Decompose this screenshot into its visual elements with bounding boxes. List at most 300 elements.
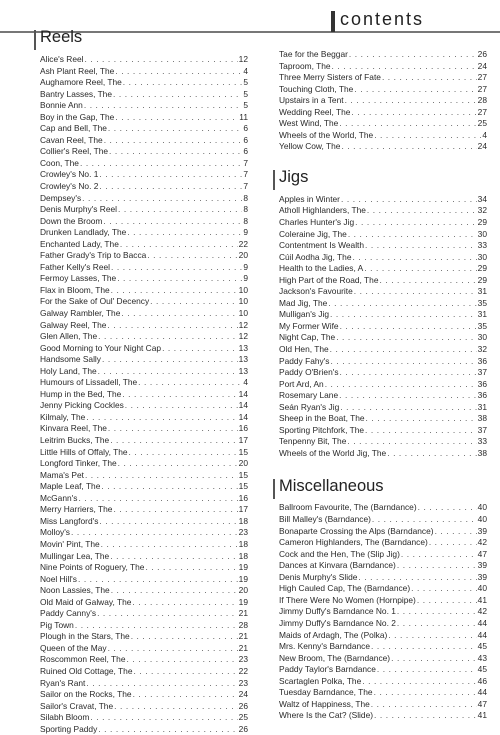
page-number: 27 — [477, 83, 487, 94]
dot-leader — [85, 54, 238, 66]
toc-entry — [279, 687, 487, 699]
toc-entry — [279, 572, 487, 584]
dot-leader — [332, 61, 477, 73]
toc-entry — [40, 574, 248, 586]
toc-entry — [279, 61, 487, 73]
page-number: 36 — [477, 355, 487, 366]
entry-title: Bill Malley's (Barndance) — [279, 514, 371, 525]
dot-leader — [351, 107, 476, 119]
entry-title: Glen Allen, The — [40, 331, 98, 342]
entry-title: Sporting Pitchfork, The — [279, 424, 365, 435]
entry-title: Scartaglen Polka, The — [279, 675, 362, 686]
dot-leader — [71, 527, 238, 539]
page-number: 36 — [477, 390, 487, 401]
section-heading-reels — [40, 27, 248, 54]
page-number: 31 — [477, 401, 487, 412]
toc-entry — [40, 527, 248, 539]
section-title: Miscellaneous — [279, 476, 384, 495]
page-number: 42 — [477, 606, 487, 617]
dot-leader — [339, 118, 476, 130]
entry-title: Touching Cloth, The — [279, 83, 354, 94]
dot-leader — [103, 216, 242, 228]
dot-leader — [330, 344, 477, 356]
dot-leader — [150, 296, 238, 308]
dot-leader — [111, 262, 242, 274]
entry-title: Collier's Reel, The — [40, 146, 109, 157]
toc-entry — [40, 366, 248, 378]
page-number: 29 — [477, 217, 487, 227]
dot-leader — [391, 653, 477, 665]
toc-entry — [40, 447, 248, 459]
entry-title: Denis Murphy's Reel — [40, 204, 118, 215]
section-marker — [273, 170, 275, 190]
page-number: 31 — [477, 286, 487, 297]
toc-entry — [40, 181, 248, 193]
toc-entry — [40, 608, 248, 620]
toc-entry — [279, 595, 487, 607]
page-number: 12 — [238, 319, 248, 330]
dot-leader — [121, 308, 237, 320]
entry-title: Humours of Lissadell, The — [40, 377, 138, 388]
entry-title: Sailor's Cravat, The — [40, 700, 114, 711]
entry-title: Rosemary Lane — [279, 390, 339, 401]
dot-leader — [358, 572, 476, 584]
page-number: 32 — [477, 205, 487, 216]
toc-list-miscellaneous — [279, 503, 487, 722]
toc-entry — [279, 263, 487, 275]
page-number: 30 — [477, 228, 487, 239]
dot-leader — [127, 654, 238, 666]
page-number: 27 — [477, 72, 487, 83]
page-number: 21 — [238, 642, 248, 653]
page-number: 40 — [477, 502, 487, 513]
entry-title: Molloy's — [40, 527, 70, 538]
toc-list-reels — [40, 54, 248, 735]
entry-title: Waltz of Happiness, The — [279, 698, 370, 709]
dot-leader — [387, 448, 476, 460]
entry-title: Sporting Paddy — [40, 723, 98, 734]
dot-leader — [401, 549, 477, 561]
toc-entry — [40, 320, 248, 332]
page-number: 23 — [238, 527, 248, 538]
page-number: 23 — [238, 677, 248, 688]
toc-entry — [40, 724, 248, 735]
toc-entry — [40, 239, 248, 251]
page-number: 40 — [477, 514, 487, 525]
toc-entry — [279, 606, 487, 618]
entry-title: Mullingar Lea, The — [40, 550, 110, 561]
dot-leader — [86, 678, 237, 690]
entry-title: Coleraine Jig, The — [279, 228, 347, 239]
dot-leader — [80, 158, 242, 170]
page-number: 39 — [477, 560, 487, 571]
toc-entry — [40, 193, 248, 205]
entry-title: Cameron Highlanders, The (Barndance) — [279, 537, 428, 548]
toc-entry — [279, 390, 487, 402]
entry-title: Contentment Is Wealth — [279, 240, 365, 251]
toc-entry — [279, 332, 487, 344]
dot-leader — [341, 194, 477, 206]
dot-leader — [101, 481, 237, 493]
entry-title: New Broom, The (Barndance) — [279, 652, 391, 663]
dot-leader — [99, 181, 242, 193]
dot-leader — [111, 285, 238, 297]
page-number: 31 — [477, 309, 487, 320]
toc-entry — [279, 275, 487, 287]
toc-entry — [279, 95, 487, 107]
dot-leader — [397, 618, 477, 630]
dot-leader — [85, 470, 238, 482]
toc-entry — [279, 344, 487, 356]
entry-title: Leitrim Bucks, The — [40, 435, 110, 446]
toc-entry — [40, 400, 248, 412]
entry-title: Hump in the Bed, The — [40, 388, 122, 399]
toc-entry — [40, 631, 248, 643]
dot-leader — [377, 664, 477, 676]
section-title: Jigs — [279, 167, 309, 186]
left-column — [40, 27, 248, 735]
toc-entry — [279, 560, 487, 572]
page-number: 13 — [238, 354, 248, 365]
page-number: 30 — [477, 251, 487, 262]
dot-leader — [340, 402, 476, 414]
toc-entry — [40, 331, 248, 343]
entry-title: Paddy Taylor's Barndance — [279, 664, 376, 675]
toc-entry — [279, 107, 487, 119]
dot-leader — [364, 263, 476, 275]
toc-entry — [40, 562, 248, 574]
dot-leader — [379, 275, 476, 287]
toc-entry — [40, 678, 248, 690]
toc-entry — [40, 493, 248, 505]
entry-title: Coon, The — [40, 157, 79, 168]
page-number: 10 — [238, 308, 248, 319]
toc-entry — [279, 503, 487, 515]
page-number: 17 — [238, 435, 248, 446]
entry-title: McGann's — [40, 492, 78, 503]
entry-title: Where Is the Cat? (Slide) — [279, 710, 374, 721]
entry-title: Mama's Pet — [40, 469, 84, 480]
toc-list-reels-continued — [279, 49, 487, 153]
entry-title: Miss Langford's — [40, 515, 99, 526]
page-number: 19 — [238, 573, 248, 584]
page-title: contents — [340, 9, 425, 29]
toc-entry — [40, 666, 248, 678]
entry-title: Pig Town — [40, 619, 74, 630]
page-number: 14 — [238, 411, 248, 422]
toc-entry — [40, 516, 248, 528]
entry-title: Movin' Pint, The — [40, 538, 100, 549]
dot-leader — [84, 100, 242, 112]
entry-title: Denis Murphy's Slide — [279, 571, 358, 582]
entry-title: Crowley's No. 2 — [40, 181, 99, 191]
entry-title: Apples in Winter — [279, 193, 340, 204]
toc-entry — [279, 676, 487, 688]
page-number: 45 — [477, 641, 487, 652]
dot-leader — [366, 413, 477, 425]
entry-title: Good Morning to Your Night Cap — [40, 342, 162, 353]
toc-entry — [40, 123, 248, 135]
toc-entry — [279, 379, 487, 391]
section-marker — [273, 479, 275, 499]
page-number: 40 — [477, 583, 487, 594]
page-number: 4 — [243, 377, 248, 388]
dot-leader — [354, 286, 477, 298]
page-number: 47 — [477, 548, 487, 559]
toc-entry — [279, 84, 487, 96]
dot-leader — [371, 641, 477, 653]
entry-title: Jimmy Duffy's Barndance No. 2 — [279, 617, 396, 628]
dot-leader — [97, 608, 238, 620]
entry-title: Holy Land, The — [40, 365, 97, 376]
entry-title: Paddy Fahy's — [279, 355, 330, 366]
page-number: 25 — [477, 118, 487, 129]
toc-entry — [279, 699, 487, 711]
page-number: 4 — [482, 129, 487, 140]
toc-entry — [40, 470, 248, 482]
page-number: 5 — [243, 100, 248, 111]
dot-leader — [354, 84, 476, 96]
page-number: 24 — [477, 141, 487, 152]
dot-leader — [325, 379, 477, 391]
entry-title: Fermoy Lasses, The — [40, 273, 117, 284]
page-number: 38 — [477, 413, 487, 424]
entry-title: Bantry Lasses, The — [40, 88, 113, 99]
toc-entry — [40, 250, 248, 262]
page-number: 21 — [238, 608, 248, 619]
toc-entry — [40, 273, 248, 285]
page-number: 16 — [238, 492, 248, 503]
toc-entry — [40, 551, 248, 563]
page-number: 7 — [243, 157, 248, 168]
page-number: 8 — [243, 204, 248, 215]
toc-entry — [40, 620, 248, 632]
dot-leader — [340, 367, 477, 379]
dot-leader — [99, 169, 242, 181]
dot-leader — [417, 595, 477, 607]
toc-entry — [279, 537, 487, 549]
toc-entry — [40, 77, 248, 89]
entry-title: Yellow Cow, The — [279, 141, 341, 152]
entry-title: Galway Rambler, The — [40, 308, 121, 319]
toc-entry — [279, 229, 487, 241]
entry-title: Alice's Reel — [40, 53, 84, 64]
page-number: 15 — [238, 469, 248, 480]
entry-title: Tuesday Barndance, The — [279, 687, 373, 698]
dot-leader — [138, 377, 242, 389]
entry-title: Ruined Old Cottage, The — [40, 665, 133, 676]
dot-leader — [109, 146, 242, 158]
toc-entry — [40, 458, 248, 470]
dot-leader — [131, 631, 238, 643]
entry-title: High Cauled Cap, The (Barndance) — [279, 583, 411, 594]
dot-leader — [101, 539, 238, 551]
toc-entry — [40, 643, 248, 655]
entry-title: Kilmaly, The — [40, 411, 86, 422]
page-number: 41 — [477, 710, 487, 721]
toc-entry — [40, 585, 248, 597]
page-number: 15 — [238, 446, 248, 457]
entry-title: Bonaparte Crossing the Alps (Barndance) — [279, 525, 434, 536]
dot-leader — [435, 526, 477, 538]
dot-leader — [111, 585, 238, 597]
toc-entry — [40, 701, 248, 713]
toc-entry — [279, 618, 487, 630]
entry-title: Noon Lassies, The — [40, 585, 110, 596]
entry-title: Flax in Bloom, The — [40, 284, 110, 295]
page-number: 39 — [477, 525, 487, 536]
entry-title: Mad Jig, The — [279, 297, 328, 308]
toc-entry — [279, 217, 487, 229]
page-number: 22 — [238, 665, 248, 676]
toc-entry — [40, 412, 248, 424]
dot-leader — [388, 630, 476, 642]
entry-title: Roscommon Reel, The — [40, 654, 126, 665]
page-number: 33 — [477, 436, 487, 447]
toc-list-jigs — [279, 194, 487, 460]
dot-leader — [147, 250, 237, 262]
page-number: 7 — [243, 181, 248, 191]
toc-entry — [40, 89, 248, 101]
dot-leader — [330, 309, 477, 321]
page-number: 8 — [243, 215, 248, 226]
entry-title: Wheels of the World, The — [279, 129, 374, 140]
toc-entry — [279, 653, 487, 665]
toc-entry — [279, 664, 487, 676]
dot-leader — [123, 77, 243, 89]
dot-leader — [120, 239, 238, 251]
toc-entry — [40, 343, 248, 355]
entry-title: Aughamore Reel, The — [40, 77, 122, 88]
dot-leader — [113, 89, 242, 101]
page-number: 20 — [238, 250, 248, 261]
dot-leader — [367, 205, 477, 217]
entry-title: Down the Broom — [40, 215, 103, 226]
toc-entry — [279, 425, 487, 437]
entry-title: Queen of the May — [40, 642, 107, 653]
toc-entry — [279, 367, 487, 379]
entry-title: Jimmy Duffy's Barndance No. 1 — [279, 606, 396, 617]
toc-entry — [279, 549, 487, 561]
toc-entry — [279, 240, 487, 252]
dot-leader — [348, 229, 477, 241]
page-number: 4 — [243, 65, 248, 76]
dot-leader — [75, 620, 238, 632]
toc-entry — [279, 194, 487, 206]
page-number: 38 — [477, 447, 487, 458]
page-number: 11 — [239, 111, 248, 122]
dot-leader — [125, 400, 238, 412]
toc-entry — [40, 216, 248, 228]
toc-entry — [279, 413, 487, 425]
entry-title: Old Maid of Galway, The — [40, 596, 132, 607]
entry-title: High Part of the Road, The — [279, 274, 379, 285]
entry-title: Ryan's Rant — [40, 677, 86, 688]
dot-leader — [145, 562, 237, 574]
dot-leader — [90, 712, 237, 724]
entry-title: West Wind, The — [279, 118, 339, 129]
entry-title: Crowley's No. 1 — [40, 169, 99, 180]
page-number: 10 — [238, 296, 248, 307]
page-number: 25 — [238, 712, 248, 723]
section-heading-miscellaneous — [279, 476, 487, 503]
toc-entry — [40, 654, 248, 666]
toc-entry — [279, 641, 487, 653]
dot-leader — [98, 366, 238, 378]
dot-leader — [110, 551, 237, 563]
entry-title: Seán Ryan's Jig — [279, 401, 340, 412]
page-number: 33 — [477, 240, 487, 251]
page-number: 5 — [243, 77, 248, 88]
entry-title: Sheep in the Boat, The — [279, 413, 365, 424]
dot-leader — [134, 666, 238, 678]
page-number: 44 — [477, 687, 487, 698]
page-number: 30 — [477, 332, 487, 343]
dot-leader — [345, 95, 477, 107]
toc-entry — [279, 286, 487, 298]
entry-title: Old Hen, The — [279, 344, 329, 355]
dot-leader — [162, 343, 238, 355]
toc-entry — [279, 309, 487, 321]
toc-entry — [279, 205, 487, 217]
dot-leader — [115, 112, 238, 124]
page-number: 29 — [477, 274, 487, 285]
page-number: 19 — [238, 562, 248, 573]
dot-leader — [339, 390, 477, 402]
entry-title: Boy in the Gap, The — [40, 111, 115, 122]
page-number: 14 — [238, 388, 248, 399]
page-number: 37 — [477, 367, 487, 378]
page-number: 26 — [238, 700, 248, 711]
toc-entry — [279, 356, 487, 368]
toc-entry — [40, 296, 248, 308]
dot-leader — [108, 423, 238, 435]
toc-entry — [40, 377, 248, 389]
toc-entry — [40, 712, 248, 724]
entry-title: Cock and the Hen, The (Slip Jig) — [279, 548, 400, 559]
page-number: 18 — [238, 538, 248, 549]
dot-leader — [352, 252, 476, 264]
entry-title: Kinvara Reel, The — [40, 423, 107, 434]
page-number: 39 — [477, 571, 487, 582]
toc-entry — [40, 308, 248, 320]
page-number: 45 — [477, 664, 487, 675]
toc-entry — [279, 118, 487, 130]
entry-title: Mrs. Kenny's Barndance — [279, 641, 370, 652]
dot-leader — [336, 332, 476, 344]
page-number: 32 — [477, 344, 487, 355]
entry-title: Father Kelly's Reel — [40, 261, 111, 272]
entry-title: Handsome Sally — [40, 354, 101, 365]
page-number: 29 — [477, 263, 487, 274]
dot-leader — [115, 66, 242, 78]
entry-title: Silabh Bloom — [40, 712, 90, 723]
dot-leader — [98, 331, 238, 343]
toc-entry — [40, 597, 248, 609]
entry-title: Enchanted Lady, The — [40, 238, 119, 249]
page-number: 16 — [238, 423, 248, 434]
dot-leader — [374, 130, 481, 142]
entry-title: Dances at Kinvara (Barndance) — [279, 560, 396, 571]
toc-entry — [40, 204, 248, 216]
page-number: 19 — [238, 596, 248, 607]
toc-entry — [279, 436, 487, 448]
toc-entry — [40, 285, 248, 297]
page-number: 9 — [243, 227, 248, 238]
entry-title: Nine Points of Roguery, The — [40, 562, 145, 573]
entry-title: For the Sake of Oul' Decency — [40, 296, 150, 307]
dot-leader — [347, 436, 476, 448]
